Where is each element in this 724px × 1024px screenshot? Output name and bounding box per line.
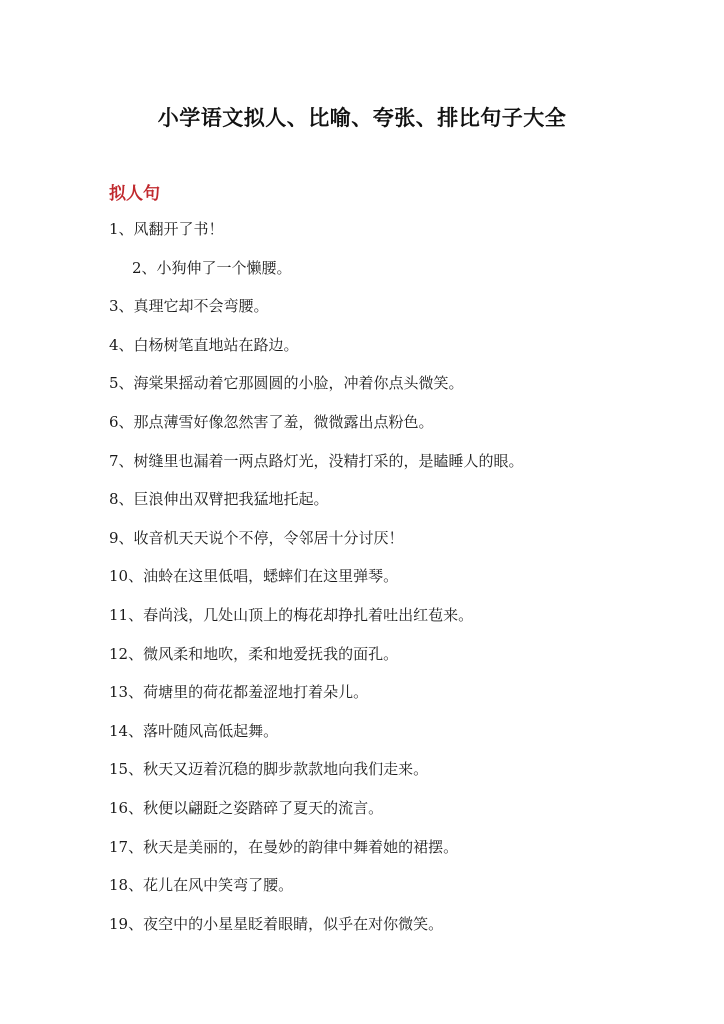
list-item: 3、真理它却不会弯腰。 (109, 297, 269, 316)
list-item: 13、荷塘里的荷花都羞涩地打着朵儿。 (109, 683, 369, 702)
list-item: 1、风翻开了书！ (109, 220, 224, 238)
list-item: 15、秋天又迈着沉稳的脚步款款地向我们走来。 (109, 760, 429, 779)
list-item: 8、巨浪伸出双臂把我猛地托起。 (109, 490, 329, 509)
list-item: 11、春尚浅，几处山顶上的梅花却挣扎着吐出红苞来。 (109, 605, 474, 624)
list-item: 19、夜空中的小星星眨着眼睛，似乎在对你微笑。 (109, 914, 444, 933)
list-item: 4、白杨树笔直地站在路边。 (109, 335, 299, 354)
list-item: 18、花儿在风中笑弯了腰。 (109, 876, 294, 895)
list-item: 7、树缝里也漏着一两点路灯光，没精打采的，是瞌睡人的眼。 (109, 451, 524, 470)
section-heading: 拟人句 (109, 184, 160, 204)
list-item: 16、秋便以翩跹之姿踏碎了夏天的流言。 (109, 798, 384, 817)
list-item: 14、落叶随风高低起舞。 (109, 721, 279, 740)
list-item: 9、收音机天天说个不停，令邻居十分讨厌！ (109, 528, 404, 547)
sentence-list (109, 217, 699, 950)
list-item: 10、油蛉在这里低唱，蟋蟀们在这里弹琴。 (109, 567, 399, 586)
list-item: 6、那点薄雪好像忽然害了羞，微微露出点粉色。 (109, 412, 434, 431)
list-item: 5、海棠果摇动着它那圆圆的小脸，冲着你点头微笑。 (109, 374, 464, 393)
list-item: 2、小狗伸了一个懒腰。 (132, 258, 292, 277)
list-item: 17、秋天是美丽的，在曼妙的韵律中舞着她的裙摆。 (109, 837, 459, 856)
document-title: 小学语文拟人、比喻、夸张、排比句子大全 (157, 106, 567, 130)
list-item: 12、微风柔和地吹，柔和地爱抚我的面孔。 (109, 644, 399, 663)
